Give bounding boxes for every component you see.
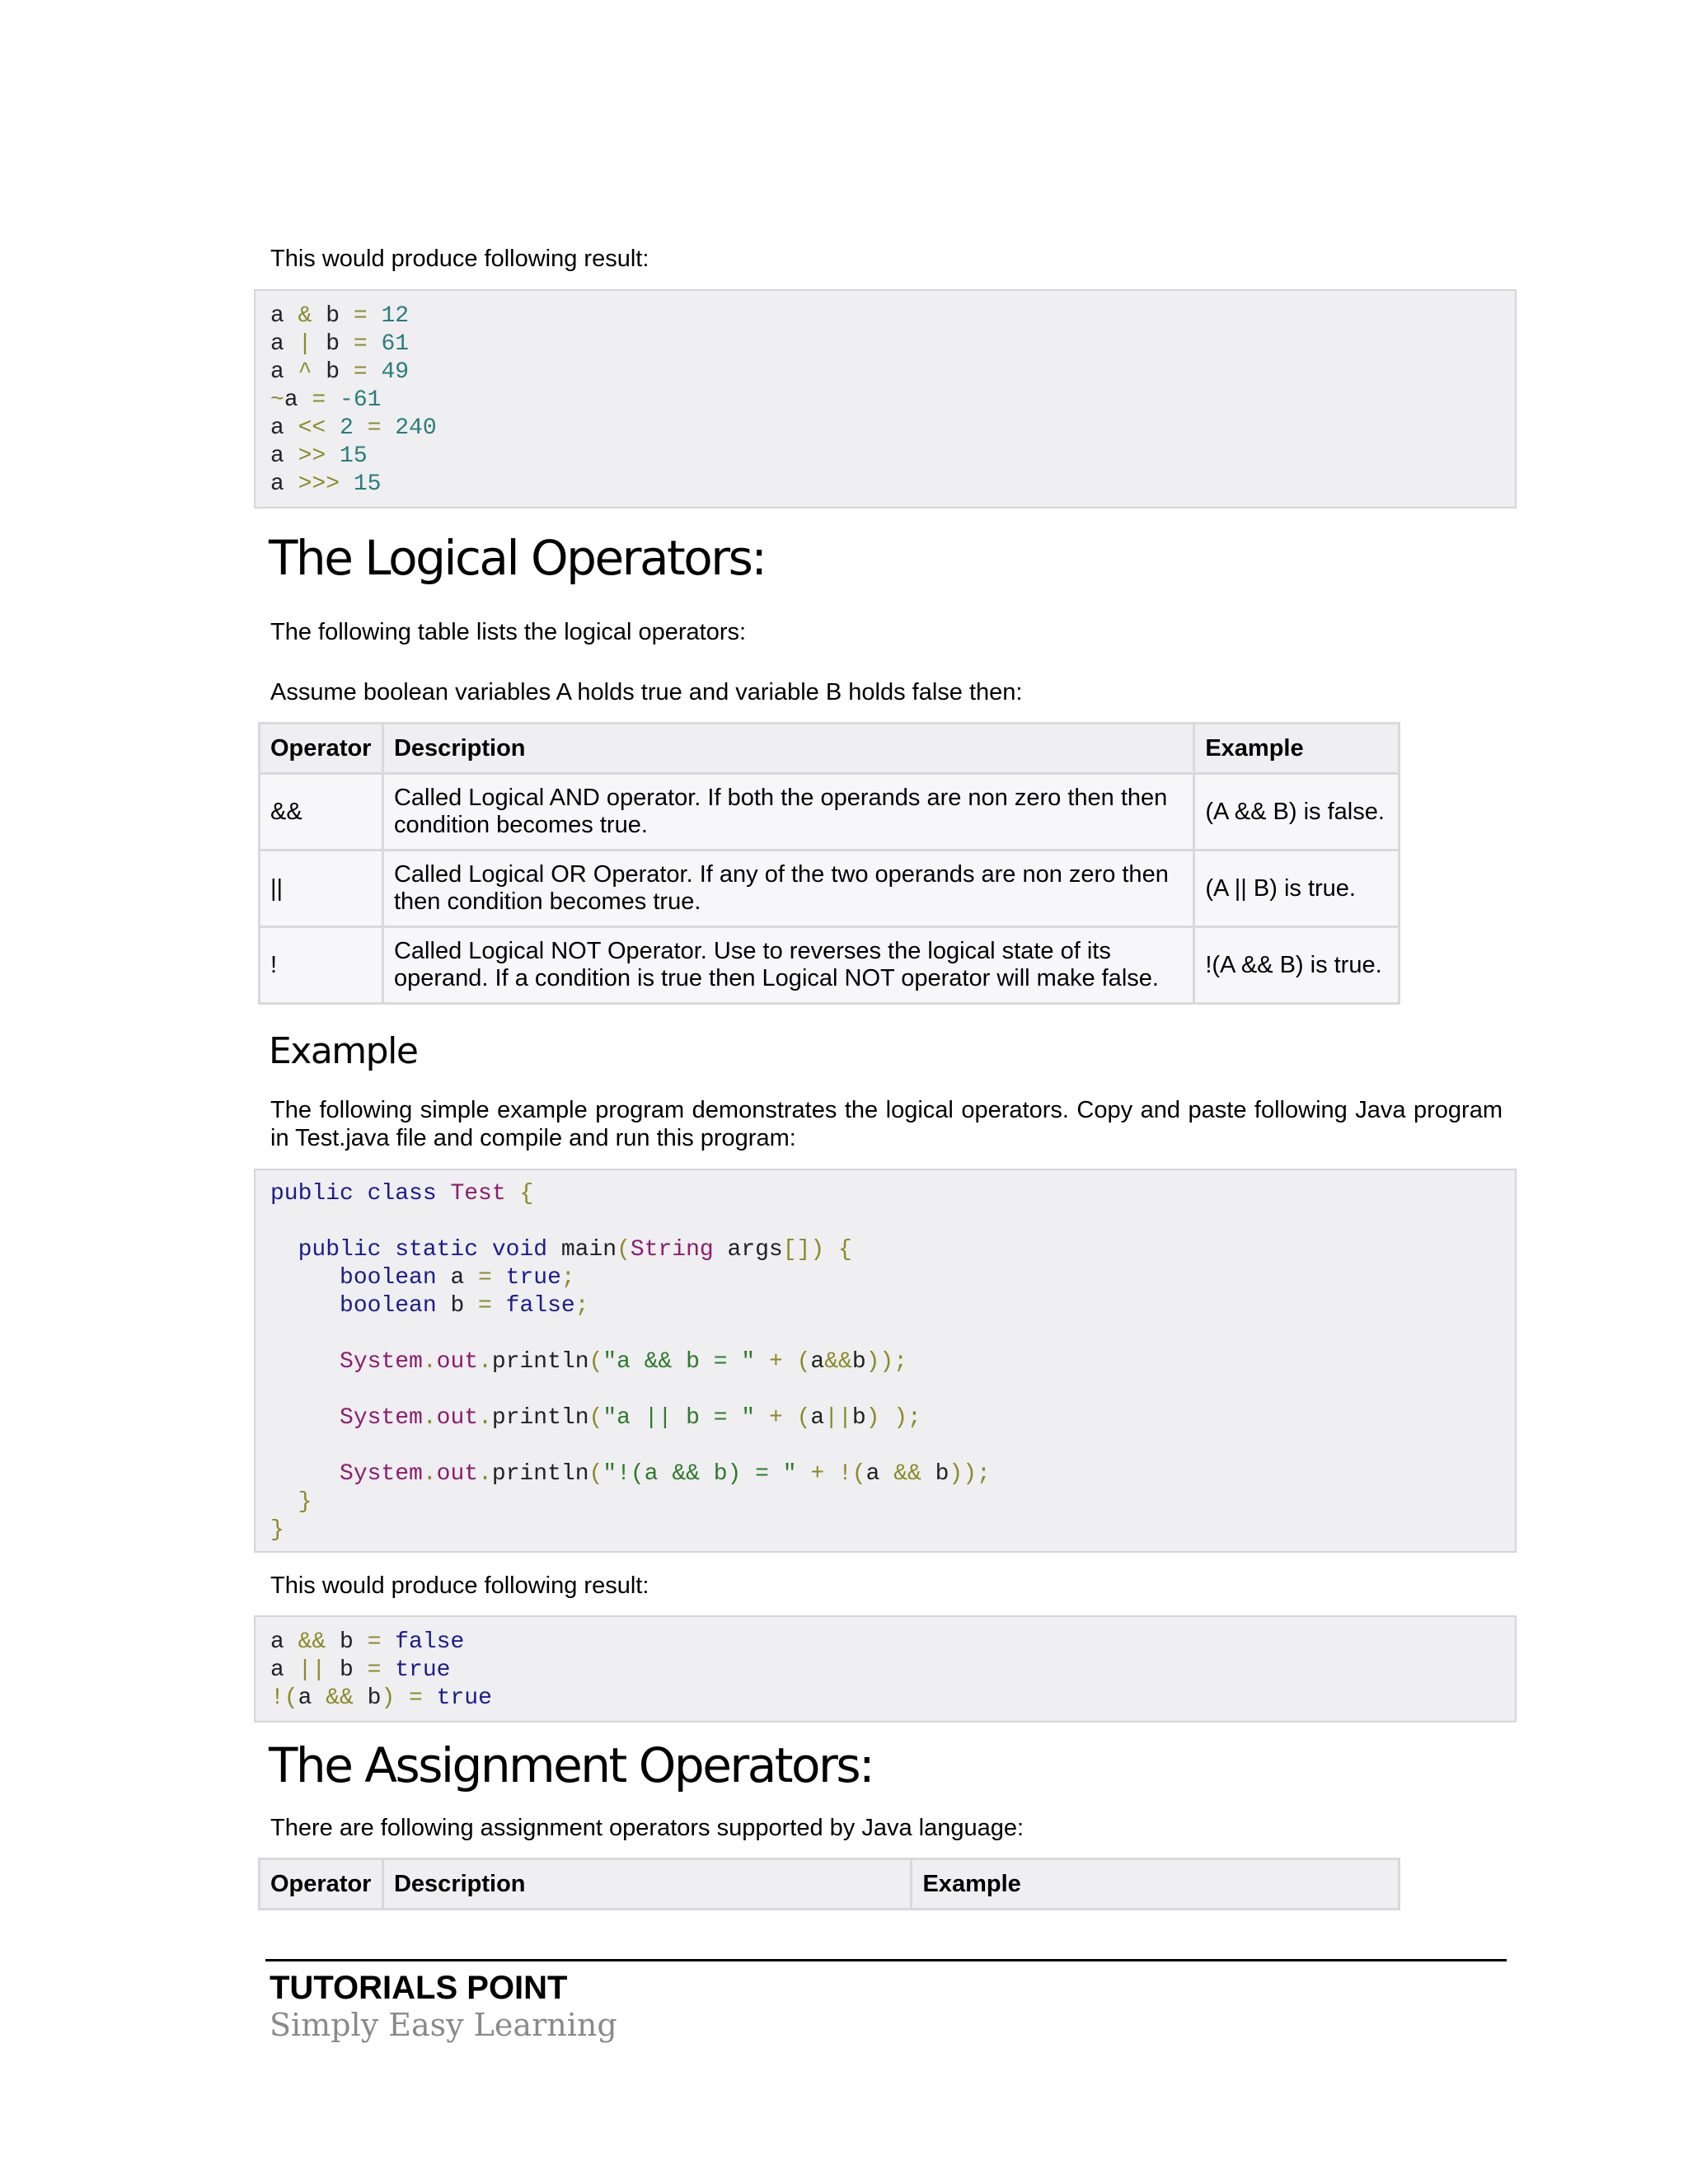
code-token: && xyxy=(824,1349,852,1375)
code-token: -61 xyxy=(326,387,382,413)
code-token: b xyxy=(450,1293,479,1319)
code-token: = xyxy=(353,359,368,385)
code-token: . xyxy=(422,1349,437,1375)
code-token: boolean xyxy=(270,1293,451,1319)
code-token: ( xyxy=(588,1461,603,1487)
code-token: << xyxy=(298,415,326,441)
header-example: Example xyxy=(912,1859,1400,1910)
assignment-operators-heading: The Assignment Operators: xyxy=(269,1737,874,1793)
code-token: a xyxy=(284,387,312,413)
code-token: = xyxy=(312,387,326,413)
example-cell: !(A && B) is true. xyxy=(1194,927,1400,1004)
code-token: } xyxy=(270,1489,312,1515)
code-token: && xyxy=(298,1629,326,1655)
bitwise-output-block xyxy=(254,289,1517,509)
code-token: + xyxy=(755,1349,783,1375)
code-token: true xyxy=(491,1265,561,1291)
code-token: && xyxy=(893,1461,921,1487)
code-token: )); xyxy=(865,1349,908,1375)
code-token: ^ xyxy=(298,359,312,385)
description-cell: Called Logical NOT Operator. Use to reverses the logical state of its operand. If a condition is true then Logical NOT operator will make false. xyxy=(382,927,1193,1004)
code-token: = xyxy=(353,331,368,357)
code-token: args xyxy=(713,1237,783,1263)
code-token: 15 xyxy=(326,443,368,469)
code-token: a xyxy=(270,1629,298,1655)
code-token: = xyxy=(478,1293,492,1319)
code-token: ( xyxy=(782,1349,811,1375)
code-token: b xyxy=(326,1629,368,1655)
code-token: true xyxy=(381,1657,451,1683)
code-token: !( xyxy=(270,1685,298,1711)
logical-operators-table xyxy=(258,722,1400,1005)
code-token: false xyxy=(381,1629,465,1655)
code-token: false xyxy=(491,1293,575,1319)
footer-divider xyxy=(265,1959,1507,1961)
code-token: = xyxy=(353,303,368,329)
code-token: b xyxy=(312,331,354,357)
code-token: out xyxy=(436,1349,479,1375)
code-token: b xyxy=(851,1405,866,1431)
code-token: . xyxy=(478,1349,492,1375)
footer-tagline: Simply Easy Learning xyxy=(270,2007,617,2043)
code-token: a xyxy=(270,1657,298,1683)
table-row xyxy=(260,851,1400,927)
code-token: { xyxy=(505,1181,534,1207)
code-token: a xyxy=(810,1405,825,1431)
footer-brand: TUTORIALS POINT xyxy=(270,1970,568,2006)
assignment-lead-text: There are following assignment operators supported by Java language: xyxy=(270,1815,1025,1841)
code-token: b xyxy=(312,359,354,385)
code-token: ~ xyxy=(270,387,284,413)
table-row xyxy=(260,774,1400,851)
logical-assume-text: Assume boolean variables A holds true and variable B holds false then: xyxy=(270,679,1023,705)
result-label: This would produce following result: xyxy=(270,246,649,272)
code-token: ) ); xyxy=(865,1405,921,1431)
bitwise-output-code xyxy=(256,291,1515,499)
description-cell: Called Logical OR Operator. If any of the two operands are non zero then then condition becomes true. xyxy=(382,851,1193,927)
code-token: println xyxy=(491,1349,589,1375)
code-token: boolean xyxy=(270,1265,451,1291)
example-heading: Example xyxy=(269,1030,418,1072)
logical-output-code xyxy=(256,1617,1515,1713)
code-token: System xyxy=(270,1349,423,1375)
code-token: "a || b = " xyxy=(603,1405,756,1431)
logical-output-block xyxy=(254,1615,1517,1722)
code-token: 240 xyxy=(381,415,437,441)
code-token: a xyxy=(270,443,298,469)
code-token: ; xyxy=(574,1293,589,1319)
code-token: ( xyxy=(588,1349,603,1375)
description-cell: Called Logical AND operator. If both the operands are non zero then then condition becomes true. xyxy=(382,774,1193,851)
code-token: . xyxy=(422,1405,437,1431)
code-token: b xyxy=(326,1657,368,1683)
code-token: . xyxy=(422,1461,437,1487)
code-token: && xyxy=(326,1685,354,1711)
code-token: = xyxy=(367,1629,382,1655)
header-description: Description xyxy=(382,724,1193,774)
operator-cell: ! xyxy=(260,927,383,1004)
header-example: Example xyxy=(1194,724,1400,774)
code-token: out xyxy=(436,1461,479,1487)
code-token: ( xyxy=(782,1405,811,1431)
logical-lead-text: The following table lists the logical operators: xyxy=(270,619,747,645)
header-operator: Operator xyxy=(260,1859,383,1910)
code-token: b xyxy=(312,303,354,329)
example-description: The following simple example program demonstrates the logical operators. Copy and paste following Java program in Test.java file and compile and run this program: xyxy=(270,1097,1503,1151)
code-token: []) { xyxy=(782,1237,852,1263)
code-token: System xyxy=(270,1461,423,1487)
code-token: >> xyxy=(298,443,326,469)
code-token: = xyxy=(478,1265,492,1291)
code-token: } xyxy=(270,1517,284,1543)
example-cell: (A && B) is false. xyxy=(1194,774,1400,851)
code-token: | xyxy=(298,331,312,357)
code-token: public static void xyxy=(270,1237,561,1263)
code-token: || xyxy=(824,1405,852,1431)
code-token: println xyxy=(491,1461,589,1487)
code-token: 61 xyxy=(367,331,410,357)
code-token: String xyxy=(630,1237,714,1263)
code-token: )); xyxy=(949,1461,991,1487)
table-header-row xyxy=(260,1859,1400,1910)
code-token: 12 xyxy=(367,303,410,329)
code-token: = xyxy=(367,1657,382,1683)
header-operator: Operator xyxy=(260,724,383,774)
logical-operators-heading: The Logical Operators: xyxy=(269,530,766,586)
code-token: Test xyxy=(450,1181,506,1207)
code-token: a xyxy=(270,331,298,357)
code-token: true xyxy=(422,1685,492,1711)
operator-cell: && xyxy=(260,774,383,851)
code-token: a xyxy=(810,1349,825,1375)
example-cell: (A || B) is true. xyxy=(1194,851,1400,927)
code-token: b xyxy=(921,1461,950,1487)
code-token: >>> xyxy=(298,471,340,497)
code-token: || xyxy=(298,1657,326,1683)
code-token: b xyxy=(353,1685,382,1711)
code-token: 15 xyxy=(340,471,382,497)
code-token: a xyxy=(270,471,298,497)
code-token: b xyxy=(851,1349,866,1375)
code-token: "a && b = " xyxy=(603,1349,756,1375)
code-token: main xyxy=(560,1237,617,1263)
java-code xyxy=(256,1170,1515,1544)
code-token: a xyxy=(450,1265,479,1291)
header-description: Description xyxy=(382,1859,911,1910)
code-token: = xyxy=(353,415,382,441)
code-token: "!(a && b) = " xyxy=(603,1461,797,1487)
code-token: a xyxy=(270,359,298,385)
code-token: ( xyxy=(588,1405,603,1431)
code-token: + !( xyxy=(796,1461,866,1487)
code-token: a xyxy=(865,1461,894,1487)
code-token: a xyxy=(270,303,298,329)
code-token: a xyxy=(270,415,298,441)
code-token: . xyxy=(478,1405,492,1431)
code-token: println xyxy=(491,1405,589,1431)
result-label: This would produce following result: xyxy=(270,1572,649,1599)
table-row xyxy=(260,927,1400,1004)
code-token: 2 xyxy=(326,415,354,441)
code-token: + xyxy=(755,1405,783,1431)
java-code-block xyxy=(254,1169,1517,1553)
code-token: System xyxy=(270,1405,423,1431)
assignment-operators-table xyxy=(258,1858,1400,1910)
code-token: & xyxy=(298,303,312,329)
code-token: . xyxy=(478,1461,492,1487)
code-token: ; xyxy=(560,1265,575,1291)
code-token: a xyxy=(298,1685,326,1711)
code-token: ( xyxy=(617,1237,631,1263)
table-header-row xyxy=(260,724,1400,774)
operator-cell: || xyxy=(260,851,383,927)
code-token: ) = xyxy=(381,1685,423,1711)
code-token: out xyxy=(436,1405,479,1431)
code-token: public class xyxy=(270,1181,451,1207)
code-token: 49 xyxy=(367,359,410,385)
